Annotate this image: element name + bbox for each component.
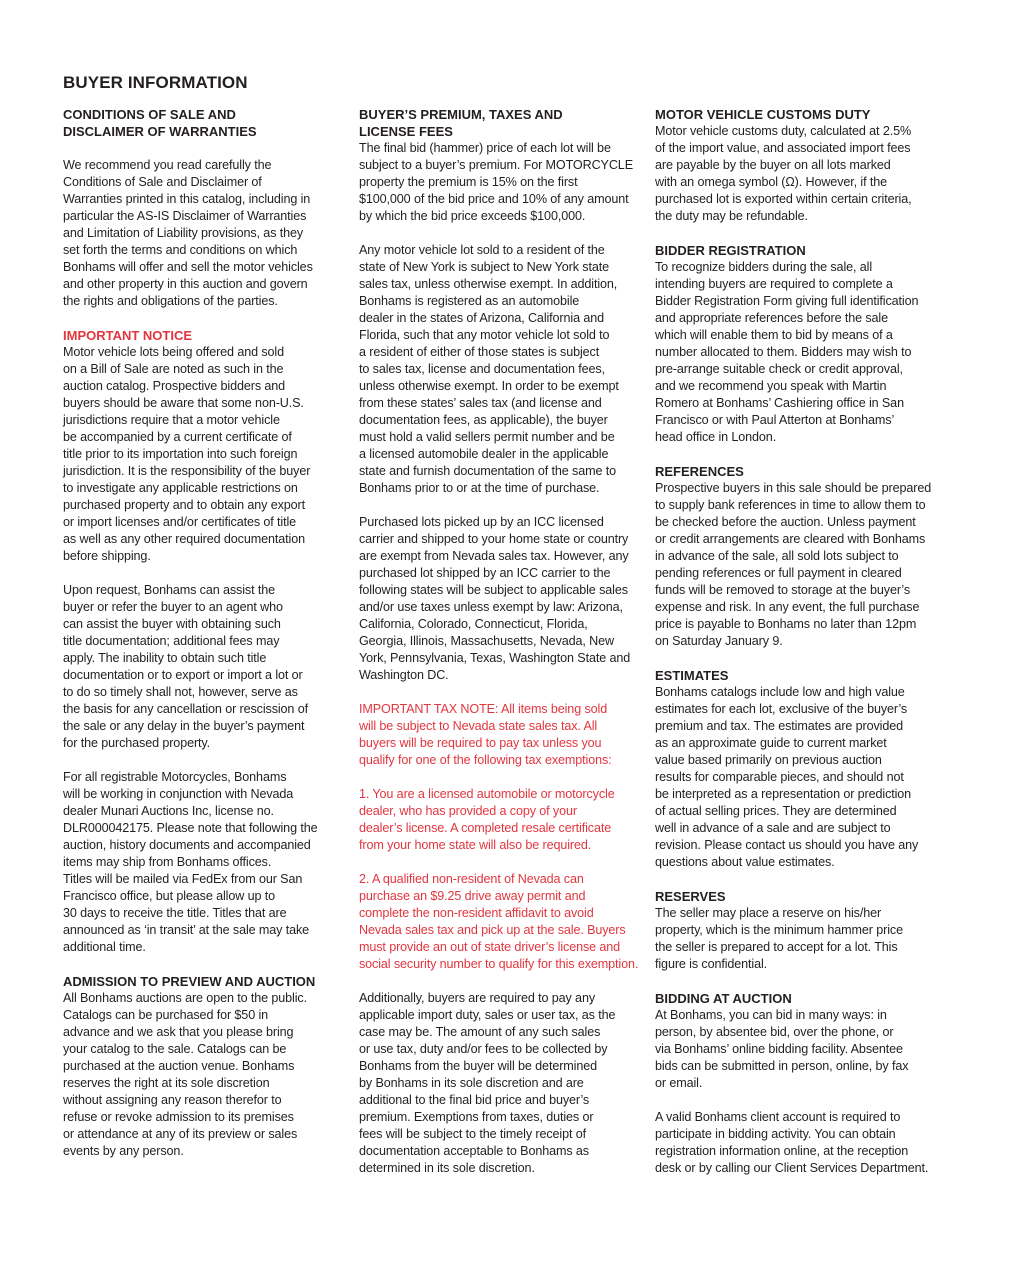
paragraph-icc-carrier: Purchased lots picked up by an ICC licensed carrier and shipped to your home state or country are exempt from Nevada sales tax. However, any purchased lot shipped by an ICC carrier to the following states will be subject to applicable sales and/or use taxes unless exempt by law: Arizona, California, Colorado, Connecticut, Florida, Georgia, Illinois, Massachusetts, Nevada, New York, Pennsylvania, Texas, Washington State and Washington DC. xyxy=(359,515,631,682)
tax-note: IMPORTANT TAX NOTE: All items being sold will be subject to Nevada state sales tax. All buyers will be required to pay tax unless you qualify for one of the following tax exemptions: xyxy=(359,702,612,767)
heading-conditions-of-sale: CONDITIONS OF SALE AND DISCLAIMER OF WARRANTIES xyxy=(63,107,257,139)
paragraph-sales-tax: Any motor vehicle lot sold to a resident of the state of New York is subject to New York state sales tax, unless otherwise exempt. In addition, Bonhams is registered as an automobile dealer in the states of Arizona, California and Florida, such that any motor vehicle lot sold to a resident of either of those states is subject to sales tax, license and documentation fees, unless otherwise exempt. In order to be exempt from these states’ sales tax (and license and documentation fees, as applicable), the buyer must hold a valid sellers permit number and be a licensed automobile dealer in the applicable state and furnish documentation of the same to Bonhams prior to or at the time of purchase. xyxy=(359,243,619,495)
paragraph-assist: Upon request, Bonhams can assist the buyer or refer the buyer to an agent who can assist the buyer with obtaining such title documentation; additional fees may apply. The inability to obtain such title documentation or to export or import a lot or to do so timely shall not, however, serve as the basis for any cancellation or rescission of the sale or any delay in the buyer’s payment for the purchased property. xyxy=(63,583,308,750)
heading-estimates: ESTIMATES xyxy=(655,668,729,683)
column-2 xyxy=(359,106,649,1177)
tax-exemption-2: 2. A qualified non-resident of Nevada can purchase an $9.25 drive away permit and complete the non-resident affidavit to avoid Nevada sales tax and pick up at the sale. Buyers must provide an out of state driver’s license and social security number to qualify for this exemption. xyxy=(359,872,639,971)
paragraph-premium: The final bid (hammer) price of each lot will be subject to a buyer’s premium. For MOTORCYCLE property the premium is 15% on the first $100,000 of the bid price and 10% of any amount by which the bid price exceeds $100,000. xyxy=(359,141,633,223)
paragraph-motorcycles: For all registrable Motorcycles, Bonhams will be working in conjunction with Nevada dealer Munari Auctions Inc, license no. DLR000042175. Please note that following the auction, history documents and accompanied items may ship from Bonhams offices. Titles will be mailed via FedEx from our San Francisco office, but please allow up to 30 days to receive the title. Titles that are announced as ‘in transit’ at the sale may take additional time. xyxy=(63,770,318,954)
paragraph-bidding-ways: At Bonhams, you can bid in many ways: in person, by absentee bid, over the phone, or via Bonhams’ online bidding facility. Absentee bids can be submitted in person, online, by fax or email. xyxy=(655,1008,909,1090)
paragraph-important-notice: Motor vehicle lots being offered and sold on a Bill of Sale are noted as such in the auction catalog. Prospective bidders and buyers should be aware that some non-U.S. jurisdictions require that a motor vehicle be accompanied by a current certificate of title prior to its importation into such foreign jurisdiction. It is the responsibility of the buyer to investigate any applicable restrictions on purchased property and to obtain any export or import licenses and/or certificates of title as well as any other required documentation before shipping. xyxy=(63,345,311,563)
heading-bidding-at-auction: BIDDING AT AUCTION xyxy=(655,991,792,1006)
heading-bidder-registration: BIDDER REGISTRATION xyxy=(655,243,806,258)
column-1 xyxy=(63,106,353,1160)
paragraph-customs-duty: Motor vehicle customs duty, calculated at 2.5% of the import value, and associated import fees are payable by the buyer on all lots marked with an omega symbol (Ω). However, if the purchased lot is exported within certain criteria, the duty may be refundable. xyxy=(655,124,912,223)
heading-buyers-premium: BUYER’S PREMIUM, TAXES AND LICENSE FEES xyxy=(359,107,563,139)
paragraph-reserves: The seller may place a reserve on his/her property, which is the minimum hammer price the seller is prepared to accept for a lot. This figure is confidential. xyxy=(655,906,903,971)
heading-references: REFERENCES xyxy=(655,464,744,479)
paragraph-admission: All Bonhams auctions are open to the public. Catalogs can be purchased for $50 in advance and we ask that you please bring your catalog to the sale. Catalogs can be purchased at the auction venue. Bonhams reserves the right at its sole discretion without assigning any reason therefor to refuse or revoke admission to its premises or attendance at any of its preview or sales events by any person. xyxy=(63,991,307,1158)
heading-important-notice: IMPORTANT NOTICE xyxy=(63,328,193,343)
heading-admission: ADMISSION TO PREVIEW AND AUCTION xyxy=(63,974,316,989)
paragraph-bidder-registration: To recognize bidders during the sale, all intending buyers are required to complete a Bidder Registration Form giving full identification and appropriate references before the sale which will enable them to bid by means of a number allocated to them. Bidders may wish to pre-arrange suitable check or credit approval, and we recommend you speak with Martin Romero at Bonhams’ Cashiering office in San Francisco or with Paul Atterton at Bonhams’ head office in London. xyxy=(655,260,919,444)
tax-exemption-1: 1. You are a licensed automobile or motorcycle dealer, who has provided a copy of your dealer’s license. A completed resale certificate from your home state will also be required. xyxy=(359,787,615,852)
heading-reserves: RESERVES xyxy=(655,889,726,904)
paragraph-additional-taxes: Additionally, buyers are required to pay any applicable import duty, sales or user tax, as the case may be. The amount of any such sales or use tax, duty and/or fees to be collected by Bonhams from the buyer will be determined by Bonhams in its sole discretion and are additional to the final bid price and buyer’s premium. Exemptions from taxes, duties or fees will be subject to the timely receipt of documentation acceptable to Bonhams as determined in its sole discretion. xyxy=(359,991,616,1175)
paragraph-client-account: A valid Bonhams client account is required to participate in bidding activity. You can obtain registration information online, at the reception desk or by calling our Client Services Department. xyxy=(655,1110,929,1175)
page-title: BUYER INFORMATION xyxy=(63,73,248,92)
column-3 xyxy=(655,106,945,1177)
paragraph-estimates: Bonhams catalogs include low and high value estimates for each lot, exclusive of the buyer’s premium and tax. The estimates are provided as an approximate guide to current market value based primarily on previous auction results for comparable pieces, and should not be interpreted as a representation or prediction of actual selling prices. They are determined well in advance of a sale and are subject to revision. Please contact us should you have any questions about value estimates. xyxy=(655,685,919,869)
paragraph-references: Prospective buyers in this sale should be prepared to supply bank references in time to allow them to be checked before the auction. Unless payment or credit arrangements are cleared with Bonhams in advance of the sale, all sold lots subject to pending references or full payment in cleared funds will be removed to storage at the buyer’s expense and risk. In any event, the full purchase price is payable to Bonhams no later than 12pm on Saturday January 9. xyxy=(655,481,932,648)
paragraph-conditions: We recommend you read carefully the Conditions of Sale and Disclaimer of Warranties printed in this catalog, including in particular the AS-IS Disclaimer of Warranties and Limitation of Liability provisions, as they set forth the terms and conditions on which Bonhams will offer and sell the motor vehicles and other property in this auction and govern the rights and obligations of the parties. xyxy=(63,158,313,308)
heading-customs-duty: MOTOR VEHICLE CUSTOMS DUTY xyxy=(655,107,871,122)
